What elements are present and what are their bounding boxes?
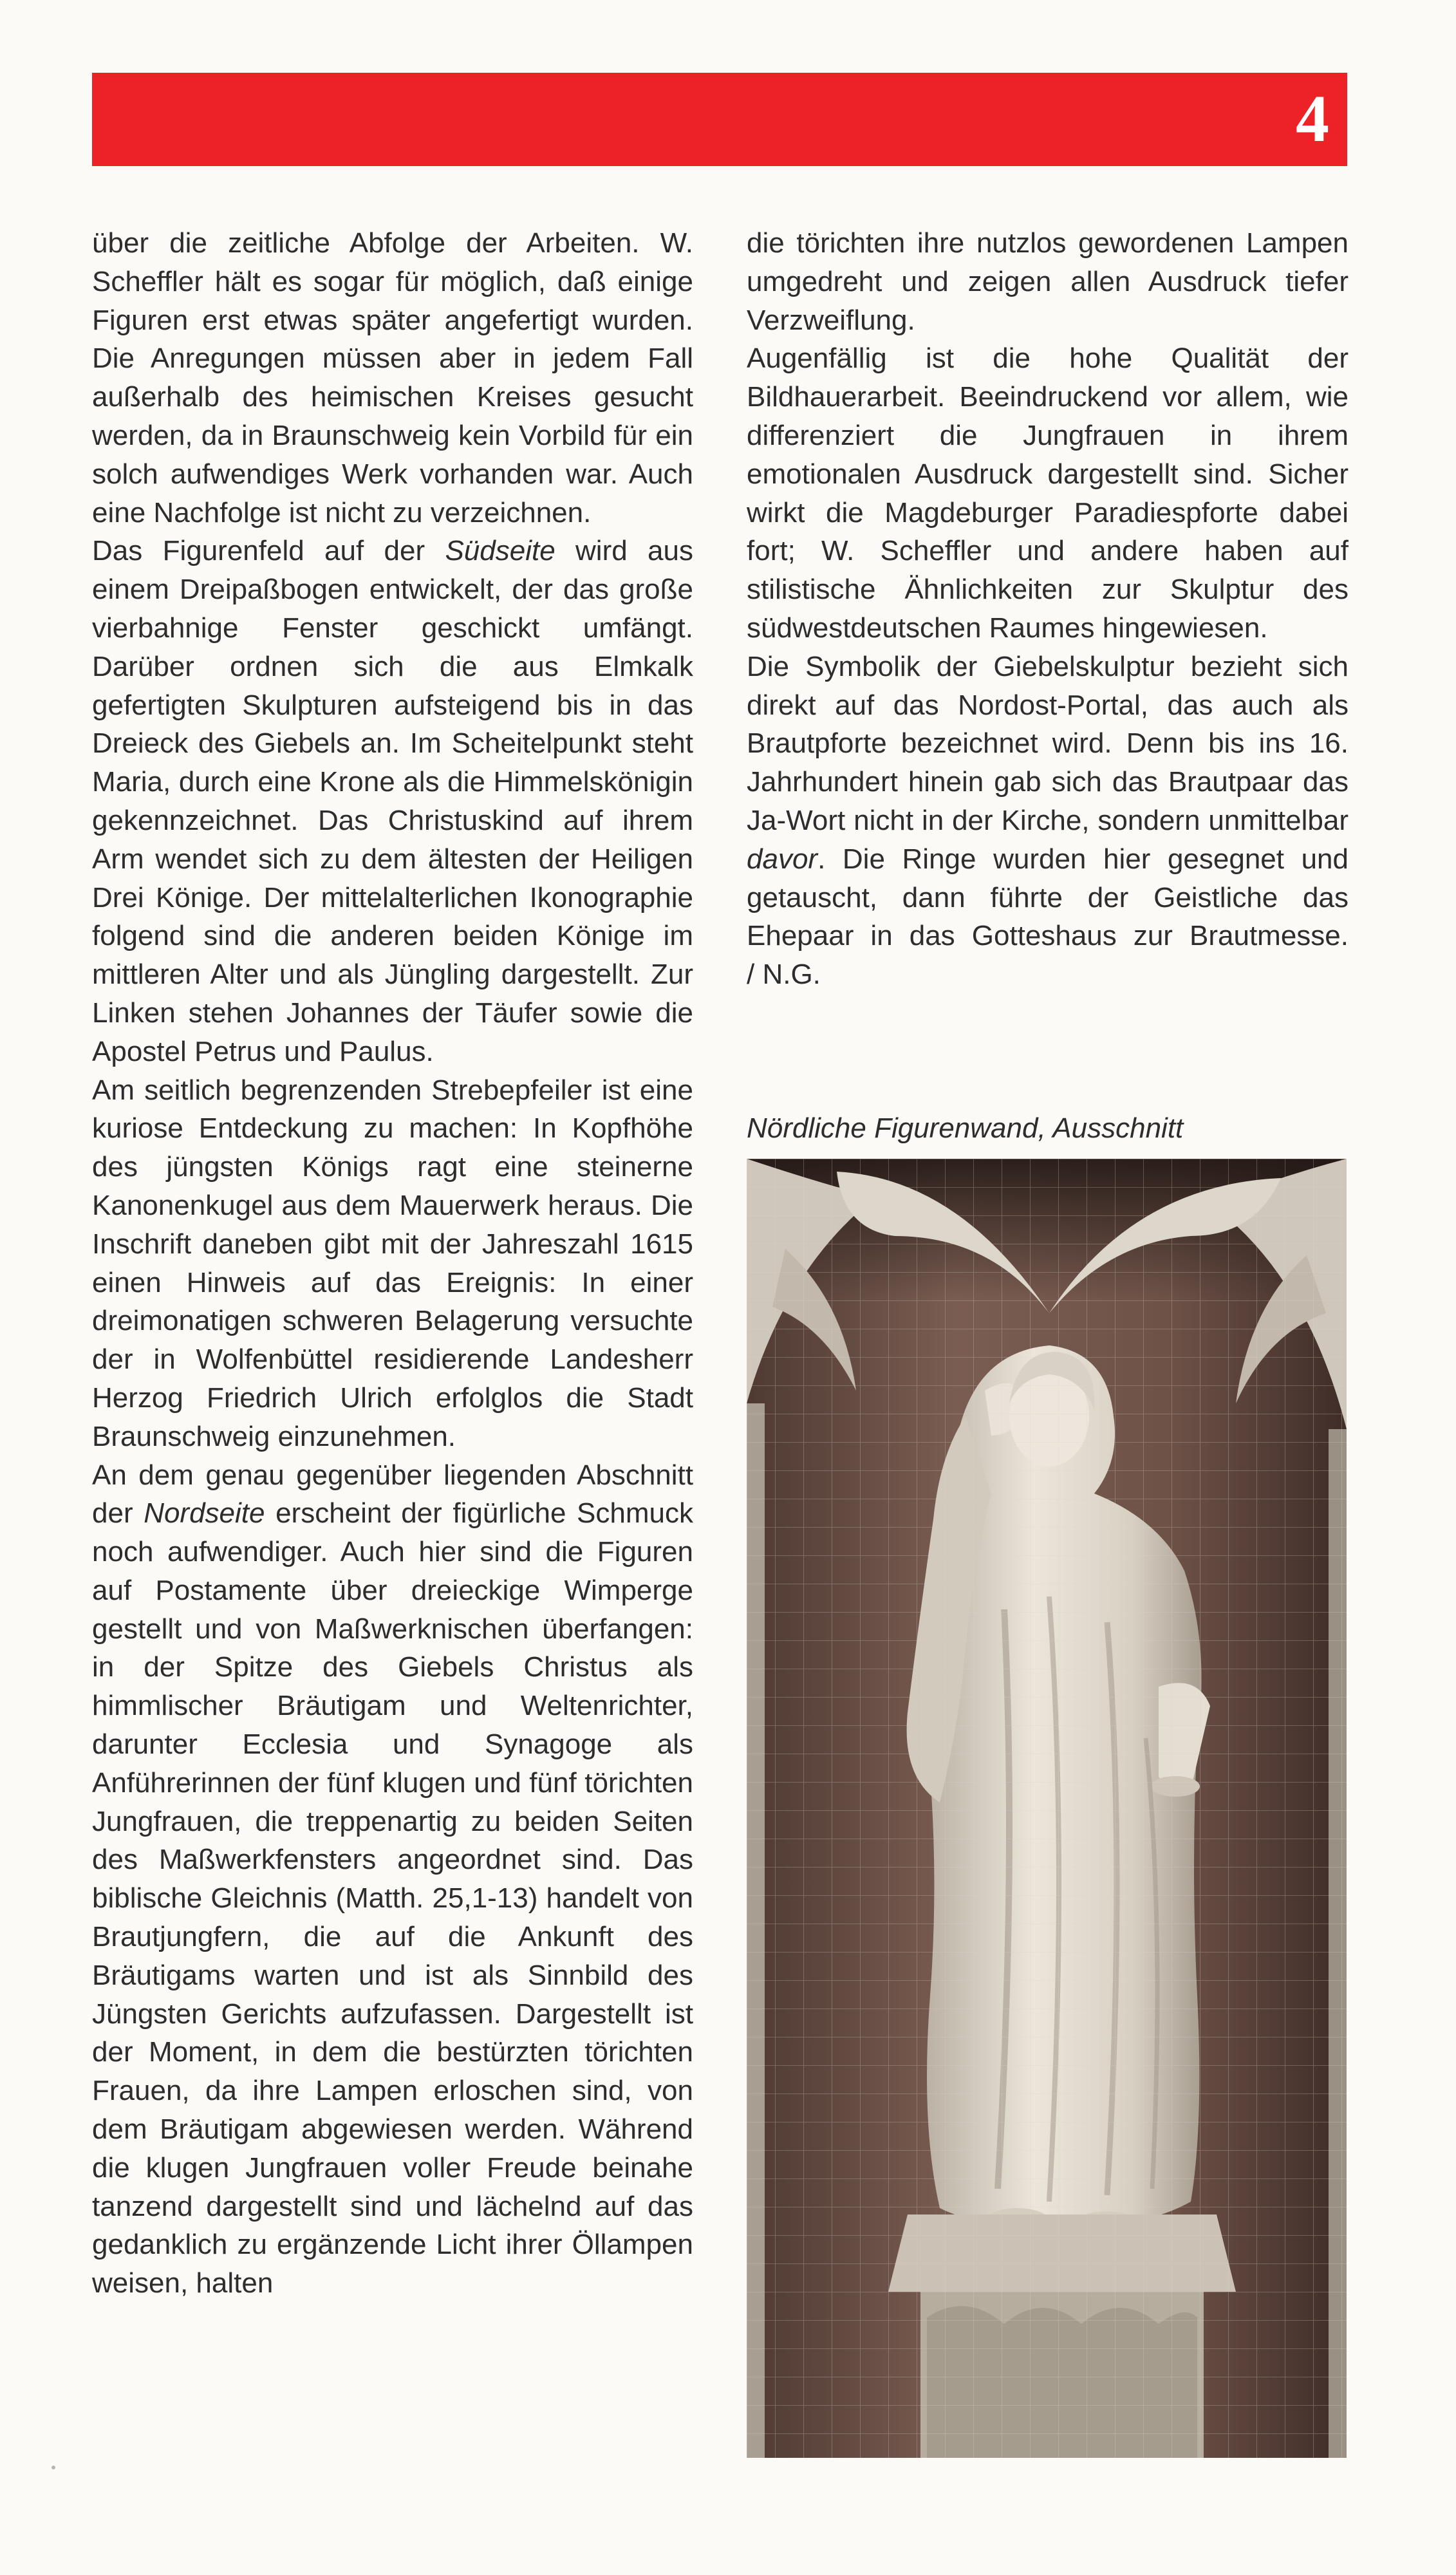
author-signature: / N.G. — [747, 959, 821, 991]
right-text-column — [747, 224, 1349, 994]
emphasis-term: davor — [747, 843, 818, 875]
paragraph: Die Symbolik der Giebelskulptur bezieht sich direkt auf das Nordost-Portal, das auch als Brautpforte bezeichnet wird. Denn bis ins 16. Jahrhundert hinein gab sich das Brautpaar das Ja-Wort nicht in der Kirche, sondern unmittelbar davor. Die Ringe wurden hier gesegnet und getauscht, dann führte der Geistliche das Ehepaar in das Gotteshaus zur Brautmesse. / N.G. — [747, 650, 1349, 991]
page-number: 4 — [1296, 82, 1329, 156]
left-text-column — [92, 224, 693, 2303]
paragraph: Augenfällig ist die hohe Qualität der Bildhauerarbeit. Beeindruckend vor allem, wie differenziert die Jungfrauen in ihrem emotionalen Ausdruck dargestellt sind. Sicher wirkt die Magdeburger Paradiespforte dabei fort; W. Scheffler und andere haben auf stilistische Ähnlichkeiten zur Skulptur des südwestdeutschen Raumes hingewiesen. — [747, 342, 1349, 644]
paper-speck — [51, 2466, 55, 2469]
chapter-header-bar — [92, 73, 1347, 166]
sculpture-photo — [747, 1159, 1347, 2458]
paragraph: An dem genau gegenüber liegenden Abschnitt der Nordseite erscheint der figürliche Schmuck noch aufwendiger. Auch hier sind die Figuren auf Postamente über dreieckige Wimperge gestellt und von Maßwerknischen überfangen: in der Spitze des Giebels Christus als himmlischer Bräutigam und Weltenrichter, darunter Ecclesia und Synagoge als Anführerinnen der fünf klugen und fünf törichten Jungfrauen, die treppenartig zu beiden Seiten des Maßwerkfensters angeordnet sind. Das biblische Gleichnis (Matth. 25,1-13) handelt von Brautjungfern, die auf die Ankunft des Bräutigams warten und ist als Sinnbild des Jüngsten Gerichts aufzufassen. Dargestellt ist der Moment, in dem die bestürzten törichten Frauen, da ihre Lampen erloschen sind, von dem Bräutigam abgewiesen werden. Während die klugen Jungfrauen voller Freude beinahe tanzend dargestellt sind und lächelnd auf das gedanklich zu ergänzende Licht ihrer Öllampen weisen, halten — [92, 1459, 693, 2299]
paragraph: die törichten ihre nutzlos gewordenen Lampen umgedreht und zeigen allen Ausdruck tiefer Verzweiflung. — [747, 227, 1349, 336]
emphasis-term: Nordseite — [144, 1497, 265, 1530]
emphasis-term: Südseite — [445, 535, 555, 567]
sculpture-illustration — [747, 1159, 1347, 2458]
paragraph: über die zeitliche Abfolge der Arbeiten. W. Scheffler hält es sogar für möglich, daß einige Figuren erst etwas später angefertigt wurden. Die Anregungen müssen aber in jedem Fall außerhalb des heimischen Kreises gesucht werden, da in Braunschweig kein Vorbild für ein solch aufwendiges Werk vorhanden war. Auch eine Nachfolge ist nicht zu verzeichnen. — [92, 227, 693, 529]
paragraph: Am seitlich begrenzenden Strebepfeiler ist eine kuriose Entdeckung zu machen: In Kopfhöhe des jüngsten Königs ragt eine steinerne Kanonenkugel aus dem Mauerwerk heraus. Die Inschrift daneben gibt mit der Jahreszahl 1615 einen Hinweis auf das Ereignis: In einer dreimonatigen schweren Belagerung versuchte der in Wolfenbüttel residierende Landesherr Herzog Friedrich Ulrich erfolglos die Stadt Braunschweig einzunehmen. — [92, 1074, 693, 1452]
paragraph: Das Figurenfeld auf der Südseite wird aus einem Dreipaßbogen entwickelt, der das große vierbahnige Fenster geschickt umfängt. Darüber ordnen sich die aus Elmkalk gefertigten Skulpturen aufsteigend bis in das Dreieck des Giebels an. Im Scheitelpunkt steht Maria, durch eine Krone als die Himmelskönigin gekennzeichnet. Das Christuskind auf ihrem Arm wendet sich zu dem ältesten der Heiligen Drei Könige. Der mittelalterlichen Ikonographie folgend sind die anderen beiden Könige im mittleren Alter und als Jüngling dargestellt. Zur Linken stehen Johannes der Täufer sowie die Apostel Petrus und Paulus. — [92, 535, 693, 1067]
figure-caption: Nördliche Figurenwand, Ausschnitt — [747, 1112, 1184, 1144]
